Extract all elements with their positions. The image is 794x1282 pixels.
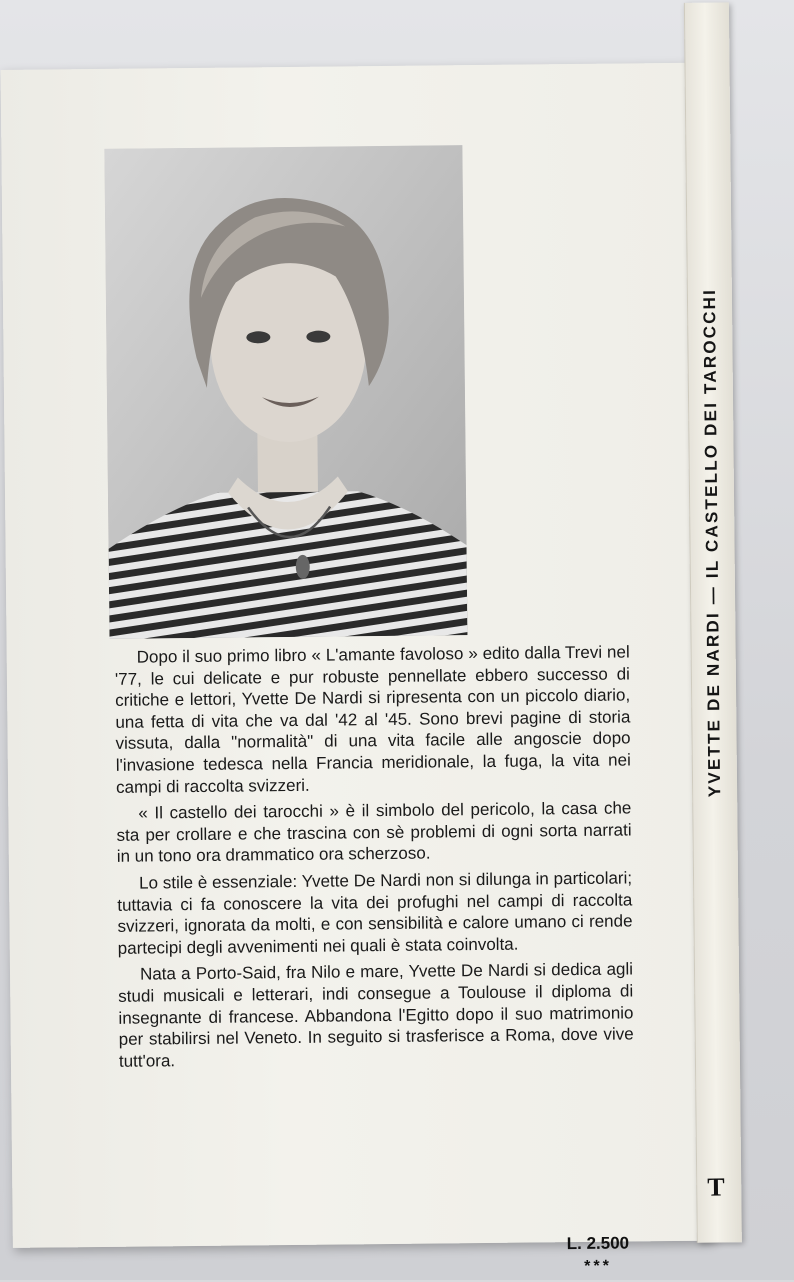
author-portrait-photo: [104, 145, 467, 639]
publisher-logo: T: [707, 1172, 725, 1202]
portrait-icon: [104, 145, 467, 639]
blurb-paragraph: Nata a Porto-Said, fra Nilo e mare, Yvette De Nardi si dedica agli studi musicali e letterari, indi consegue a Toulouse il diploma di insegnante di francese. Abbandona l'Egitto dopo il suo matrimonio per stabilirsi nel Veneto. In seguito si trasferisce a Roma, dove vive tutt'ora.: [118, 959, 634, 1071]
spine-title: YVETTE DE NARDI — IL CASTELLO DEI TAROCCHI: [699, 287, 725, 798]
book-back-cover: [0, 10, 748, 1275]
price-stars: ***: [584, 1257, 613, 1275]
back-cover: [1, 63, 713, 1275]
blurb-paragraph: Dopo il suo primo libro « L'amante favoloso » edito dalla Trevi nel '77, le cui delicate e pur robuste pennellate ebbero successo di critiche e lettori, Yvette De Nardi si ripresenta con un piccolo diario, una fetta di vita che va dal '42 al '45. Sono brevi pagine di storia vissuta, dalla "normalità" di una vita facile alle angoscie dopo l'invasione tedesca nella Francia meridionale, la fuga, la vita nei campi di raccolta svizzeri.: [114, 642, 631, 797]
blurb-paragraph: « Il castello dei tarocchi » è il simbolo del pericolo, la casa che sta per crollare e che trascina con sè problemi di ogni sorta narrati in un tono ora drammatico ora scherzoso.: [116, 798, 632, 867]
blurb-text: [115, 641, 634, 1077]
blurb-paragraph: Lo stile è essenziale: Yvette De Nardi non si dilunga in particolari; tuttavia ci fa conoscere la vita dei profughi nel campi di raccolta svizzeri, ignorata da molti, e con sensibilità e calore umano ci rende partecipi degli avvenimenti nei quali è stata coinvolta.: [117, 868, 633, 958]
price-label: L. 2.500: [566, 1233, 630, 1254]
